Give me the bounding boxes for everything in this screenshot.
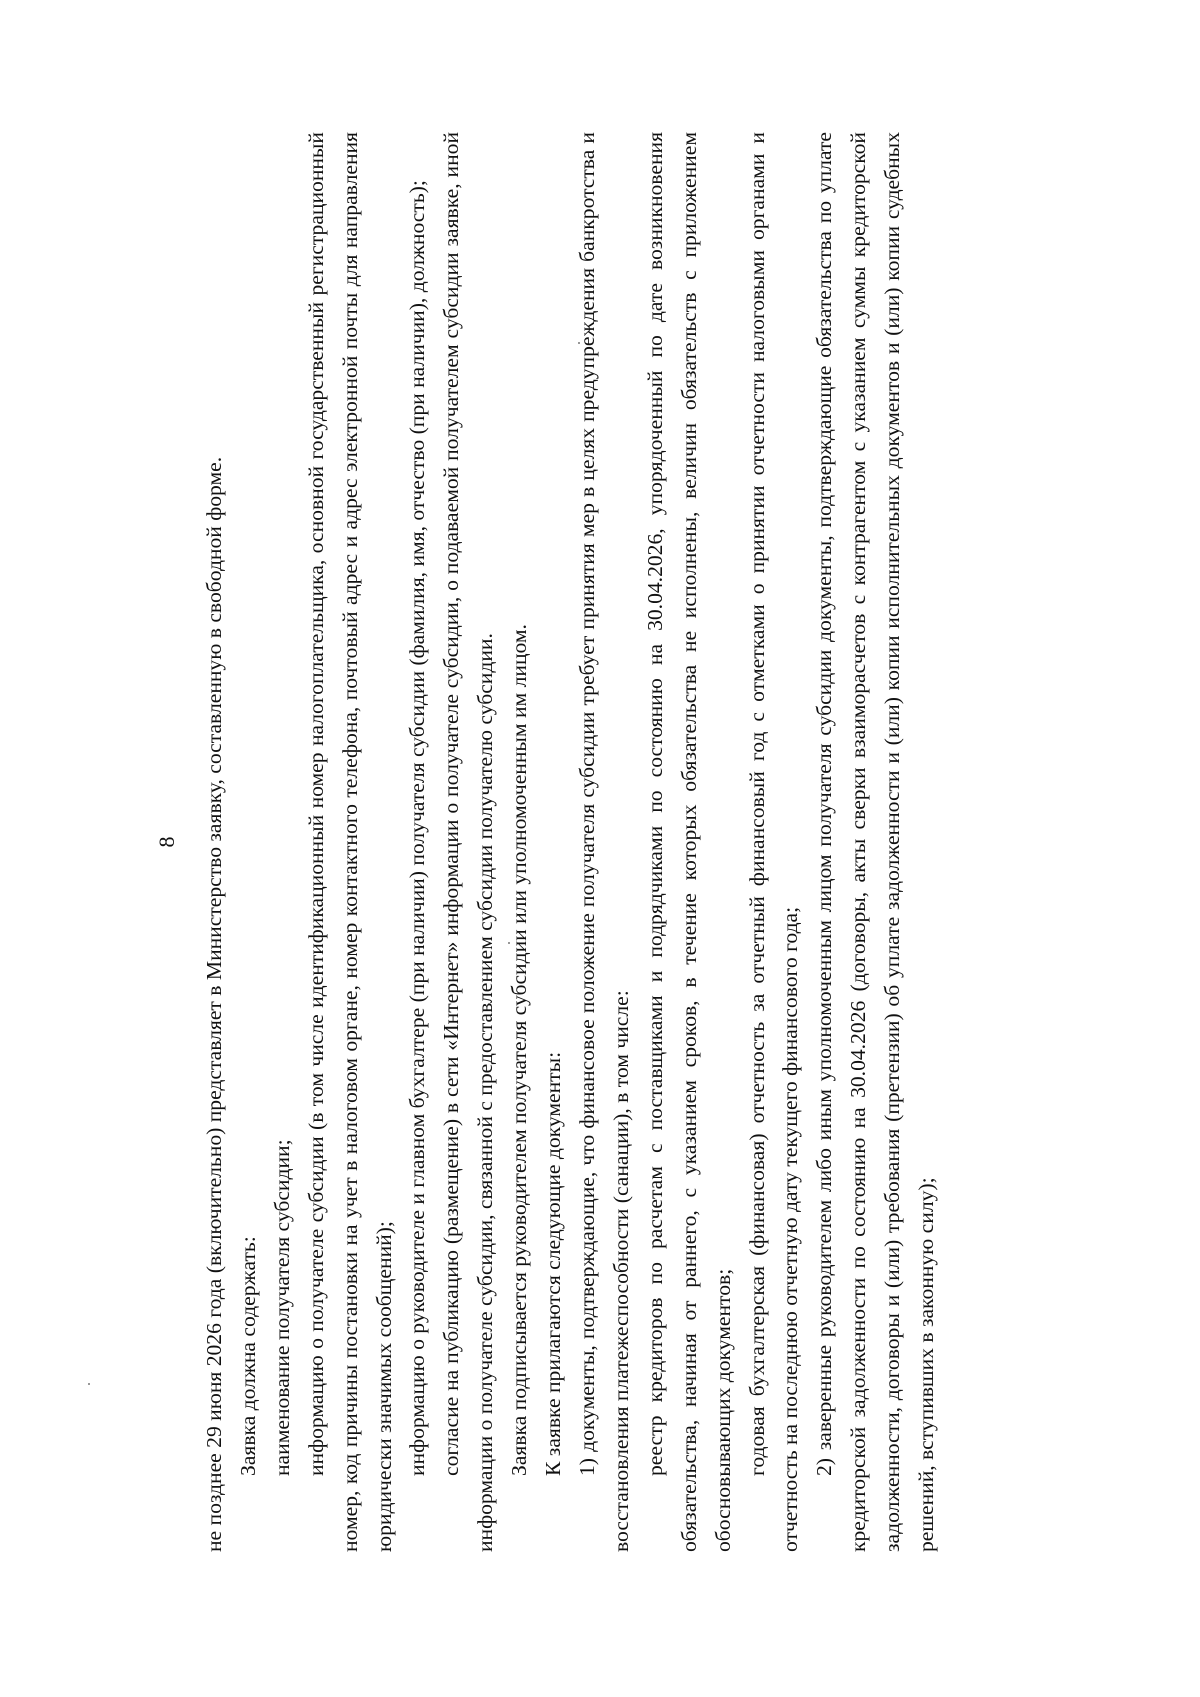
paragraph-attachment-2: 2) заверенные руководителем либо иным уполномоченным лицом получателя субсидии документы, подтверждающие обязательства по уплате кредиторской задолженности по состоянию на 30.04.2026 (договоры, акты сверки взаиморасчетов с контрагентом с указанием суммы кредиторской задолженности, договоры и (или) требования (претензии) об уплате задолженности и (или) копии исполнительных документов и (или) копии судебных решений, вступивших в законную силу); <box>812 132 939 1552</box>
paragraph-recipient-info: информацию о получателе субсидии (в том числе идентификационный номер налогоплательщика, основной государственный регистрационный номер, код причины постановки на учет в налоговом органе, номер контактного телефона, почтовый адрес и адрес электронной почты для направления юридически значимых сообщений); <box>303 132 396 1552</box>
paragraph-annual-reporting: годовая бухгалтерская (финансовая) отчетность за отчетный финансовый год с отметками о принятии отчетности налоговыми органами и отчетность на последнюю отчетную дату текущего финансового года; <box>744 132 803 1552</box>
paragraph-management-info: информацию о руководителе и главном бухгалтере (при наличии) получателя субсидии (фамилия, имя, отчество (при наличии), должность); <box>405 180 430 1476</box>
document-body <box>198 132 944 1552</box>
paragraph-publication-consent: согласие на публикацию (размещение) в сети «Интернет» информации о получателе субсидии, о подаваемой получателем субсидии заявке, иной информации о получателе субсидии, связанной с предоставлением субсидии получателю субсидии. <box>439 132 498 1552</box>
paragraph-recipient-name: наименование получателя субсидии; <box>269 1139 294 1476</box>
paragraph-application-contents: Заявка должна содержать: <box>235 1236 260 1476</box>
scan-speck <box>88 1383 90 1385</box>
paragraph-attachment-1: 1) документы, подтверждающие, что финансовое положение получателя субсидии требует принятия мер в целях предупреждения банкротства и восстановления платежеспособности (санации), в том числе: <box>574 132 633 1552</box>
paragraph-creditors-register: реестр кредиторов по расчетам с поставщиками и подрядчиками по состоянию на 30.04.2026, упорядоченный по дате возникновения обязательства, начиная от раннего, с указанием сроков, в течение которых обязательства не исполнены, величин обязательств с приложением обосновывающих документов; <box>642 132 735 1552</box>
paragraph-deadline: не позднее 29 июня 2026 года (включительно) представляет в Министерство заявку, составленную в свободной форме. <box>202 456 226 1552</box>
rotated-content <box>152 132 1052 1552</box>
paragraph-signature: Заявка подписывается руководителем получателя субсидии или уполномоченным им лицом. <box>507 624 532 1476</box>
paragraph-attachments-intro: К заявке прилагаются следующие документы: <box>541 1051 566 1476</box>
page-number: 8 <box>154 836 179 848</box>
